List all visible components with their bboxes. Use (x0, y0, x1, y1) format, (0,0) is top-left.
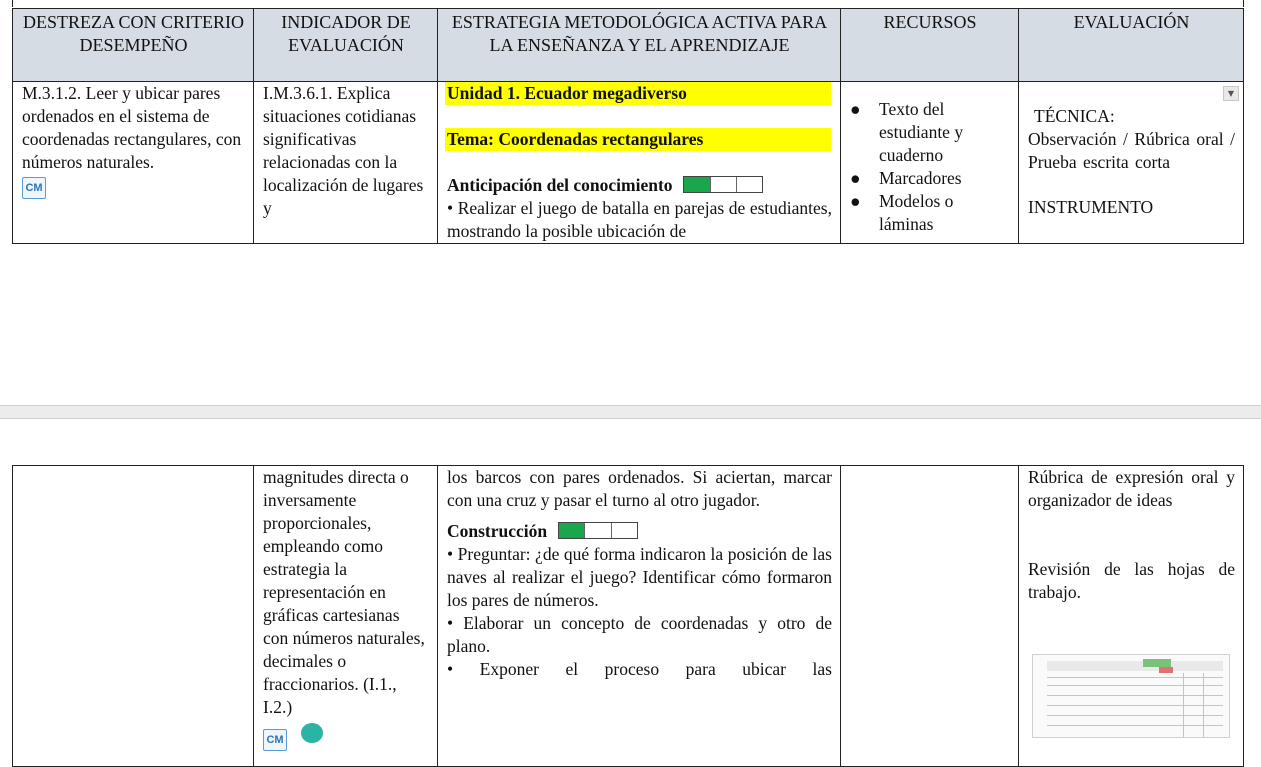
tecnica-label: TÉCNICA: (1034, 106, 1115, 126)
indicador-cell: I.M.3.6.1. Explica situaciones cotidianas significativas relacionadas con la localización de lugares y (254, 82, 438, 244)
table-row (13, 82, 1244, 244)
header-recursos: RECURSOS (841, 9, 1019, 82)
evaluacion-text-1: Rúbrica de expresión oral y organizador de ideas (1028, 467, 1235, 510)
evaluacion-text-2: Revisión de las hojas de trabajo. (1028, 559, 1235, 602)
evaluacion-cell (1019, 82, 1244, 244)
tema-title: Tema: Coordenadas rectangulares (445, 128, 831, 151)
indicador-text: magnitudes directa o inversamente proporcionales, empleando como estrategia la representación en gráficas cartesianas con números naturales, decimales o fraccionarios. (I.1., I.2.) (263, 467, 425, 717)
rubric-thumbnail-image (1032, 654, 1230, 738)
page-break (0, 405, 1261, 419)
header-indicador: INDICADOR DE EVALUACIÓN (254, 9, 438, 82)
badge-icon (301, 723, 323, 743)
list-item: ● Modelos o láminas (850, 191, 954, 234)
construccion-item-1: • Preguntar: ¿de qué forma indicaron la posición de las naves al realizar el juego? Identificar cómo formaron los pares de números. (447, 544, 832, 610)
estrategia-text: • Realizar el juego de batalla en parejas de estudiantes, mostrando la posible ubicación de (447, 198, 832, 241)
tecnicas-text: Observación / Rúbrica oral / Prueba escrita corta (1028, 129, 1235, 172)
anticipacion-progress-bar (683, 176, 763, 193)
header-evaluacion: EVALUACIÓN (1019, 9, 1244, 82)
estrategia-cell (438, 82, 841, 244)
header-estrategia: ESTRATEGIA METODOLÓGICA ACTIVA PARA LA ENSEÑANZA Y EL APRENDIZAJE (438, 9, 841, 82)
construccion-heading: Construcción (447, 521, 548, 541)
cm-icon: CM (263, 729, 287, 751)
destreza-text: M.3.1.2. Leer y ubicar pares ordenados en el sistema de coordenadas rectangulares, con números naturales. (22, 83, 242, 172)
chevron-down-icon[interactable]: ▼ (1223, 86, 1239, 101)
header-row (13, 9, 1244, 82)
destreza-cell (13, 82, 254, 244)
table-top-border (12, 0, 1244, 7)
estrategia-cell-cont (438, 466, 841, 767)
progress-fill (684, 177, 711, 192)
page-2 (0, 419, 1261, 746)
anticipacion-heading: Anticipación del conocimiento (447, 175, 673, 195)
instrumento-label: INSTRUMENTO (1028, 197, 1154, 217)
list-item: ● Texto del estudiante y cuaderno (850, 99, 964, 165)
lesson-plan-table-top (12, 8, 1244, 244)
header-destreza: DESTREZA CON CRITERIO DESEMPEÑO (13, 9, 254, 82)
progress-fill (559, 523, 586, 538)
cm-icon: CM (22, 177, 46, 199)
construccion-progress-bar (558, 522, 638, 539)
unidad-title: Unidad 1. Ecuador megadiverso (445, 82, 831, 105)
construccion-item-2: • Elaborar un concepto de coordenadas y otro de plano. (447, 613, 832, 656)
construccion-item-3: • Exponer el proceso para ubicar las (447, 659, 832, 679)
estrategia-cont-text: los barcos con pares ordenados. Si aciertan, marcar con una cruz y pasar el turno al otro jugador. (447, 467, 832, 510)
list-item: ● Marcadores (850, 168, 962, 188)
recursos-cell (841, 82, 1019, 244)
indicador-cell-cont (254, 466, 438, 767)
destreza-cell-cont (13, 466, 254, 767)
recursos-cell-cont (841, 466, 1019, 767)
